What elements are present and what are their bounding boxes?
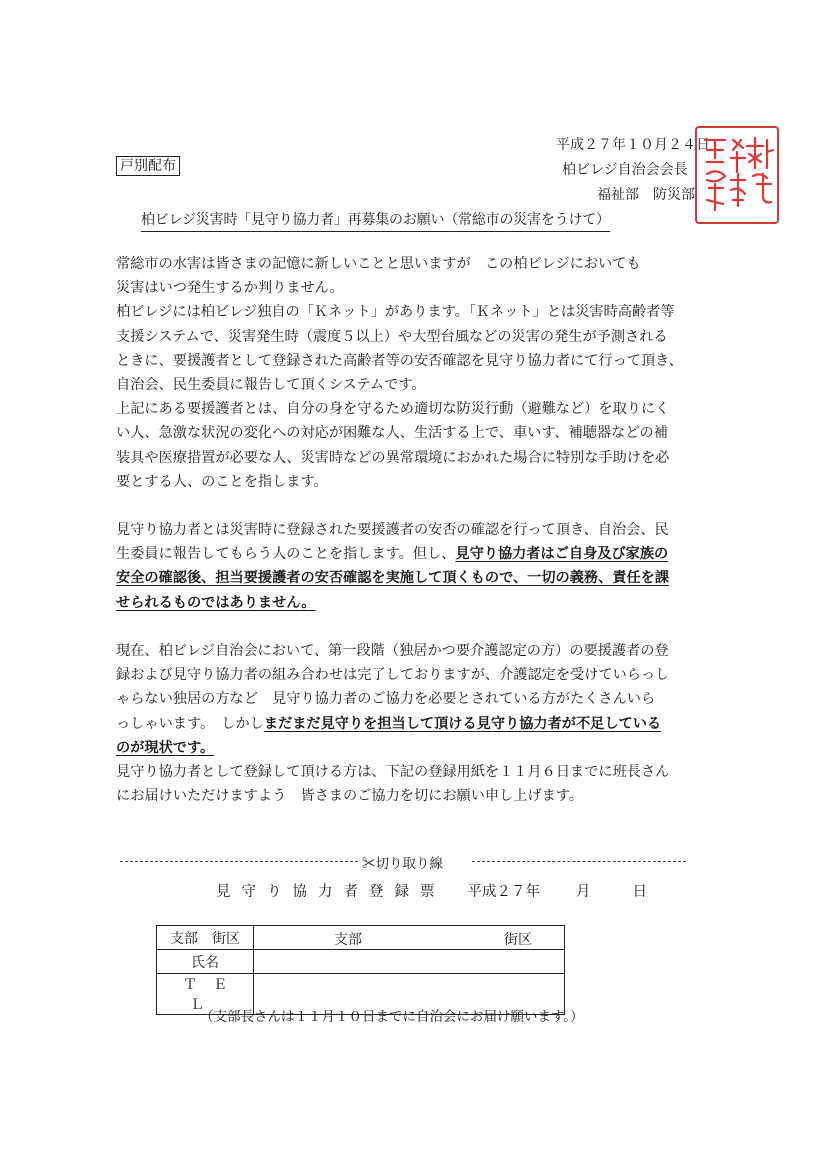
submission-note: （支部長さんは１１月１０日までに自治会にお届け願います。） — [200, 1009, 584, 1025]
issuer-organization: 柏ビレジ自治会会長 — [562, 162, 688, 178]
body-line: 見守り協力者として登録して頂ける方は、下記の登録用紙を１１月６日までに班長さん — [116, 763, 670, 780]
paragraph-gap — [116, 615, 716, 639]
document-title: 柏ビレジ災害時「見守り協力者」再募集のお願い（常総市の災害をうけて） — [141, 209, 610, 232]
body-line — [116, 542, 716, 566]
cut-line-label: ✂切り取り線 — [362, 856, 443, 872]
body-line — [116, 712, 716, 736]
body-line: 上記にある要援護者とは、自分の身を守るため適切な防災行動（避難など）を取りにく — [116, 401, 670, 418]
body-line: 災害はいつ発生するか判りません。 — [116, 280, 344, 297]
body-text: 生委員に報告してもらう人のことを指します。但し、 — [116, 546, 456, 563]
body-line: 装具や医療措置が必要な人、災害時などの異常環境におかれた場合に特別な手助けを必 — [116, 449, 670, 466]
body-line: 録および見守り協力者の組み合わせは完了しておりますが、介護認定を受けていらっし — [116, 667, 670, 684]
cut-line[interactable] — [120, 852, 686, 870]
distribution-label: 戸別配布 — [116, 156, 180, 176]
branch-suffix: 支部 — [334, 932, 362, 948]
table-row — [157, 926, 565, 950]
body-line: にお届けいただけますよう 皆さまのご協力を切にお願い申し上げます。 — [116, 788, 584, 805]
body-line: 支援システムで、災害発生時（震度５以上）や大型台風などの災害の発生が予測される — [116, 328, 668, 345]
document-date: 平成２７年１０月２４日 — [556, 137, 710, 153]
emphasis-text: 見守り協力者はご自身及び家族の — [455, 546, 669, 563]
form-era: 平成２７年 — [467, 884, 540, 900]
emphasis-text: せられるものではありません。 — [116, 594, 316, 611]
body-line: 現在、柏ビレジ自治会において、第一段階（独居かつ要介護認定の方）の要援護者の登 — [116, 643, 669, 659]
branch-block-field[interactable] — [254, 926, 565, 950]
body-line: 自治会、民生委員に報告して頂くシステムです。 — [116, 376, 426, 393]
official-seal-stamp — [695, 126, 779, 224]
dashed-line — [472, 861, 686, 862]
document-body — [116, 252, 716, 808]
body-line: ゃらない独居の方など 見守り協力者のご協力を必要とされている方がたくさんいら — [116, 691, 656, 708]
emphasis-text: まだまだ見守りを担当して頂ける見守り協力者が不足している — [263, 715, 662, 732]
table-row — [157, 950, 565, 974]
body-line — [116, 736, 716, 760]
body-line — [116, 566, 716, 590]
registration-form-table — [156, 925, 565, 1015]
branch-block-label: 支部 街区 — [157, 926, 254, 950]
body-line: 常総市の水害は皆さまの記憶に新しいことと思いますが この柏ビレジにおいても — [116, 256, 641, 272]
registration-form-header — [216, 880, 647, 901]
name-label: 氏名 — [157, 950, 254, 974]
form-title: 見守り協力者登録票 — [216, 884, 446, 900]
emphasis-text: 安全の確認後、担当要援護者の安否確認を実施して頂くもので、一切の義務、責任を課 — [116, 570, 670, 587]
body-text: っしゃいます。 しかし — [116, 715, 264, 732]
emphasis-text: のが現状です。 — [116, 739, 215, 756]
body-line — [116, 591, 716, 615]
paragraph-gap — [116, 494, 716, 518]
name-field[interactable] — [254, 950, 565, 974]
body-line: 柏ビレジには柏ビレジ独自の「Ｋネット」があります。「Ｋネット」とは災害時高齢者等 — [116, 304, 675, 321]
form-day: 日 — [632, 884, 647, 900]
tel-label: ＴＥＬ — [183, 977, 243, 1013]
block-suffix: 街区 — [504, 932, 532, 948]
body-line: い人、急激な状況の変化への対応が困難な人、生活する上で、車いす、補聴器などの補 — [116, 425, 668, 442]
seal-icon — [697, 128, 777, 222]
body-line: 見守り協力者とは災害時に登録された要援護者の安否の確認を行って頂き、自治会、民 — [116, 522, 669, 539]
body-line: ときに、要援護者として登録された高齢者等の安否確認を見守り協力者にて行って頂き、 — [116, 352, 683, 369]
form-month: 月 — [576, 884, 591, 900]
dashed-line — [120, 861, 358, 862]
issuer-departments: 福祉部 防災部 — [597, 187, 695, 203]
body-line: 要とする人、のことを指します。 — [116, 473, 328, 490]
